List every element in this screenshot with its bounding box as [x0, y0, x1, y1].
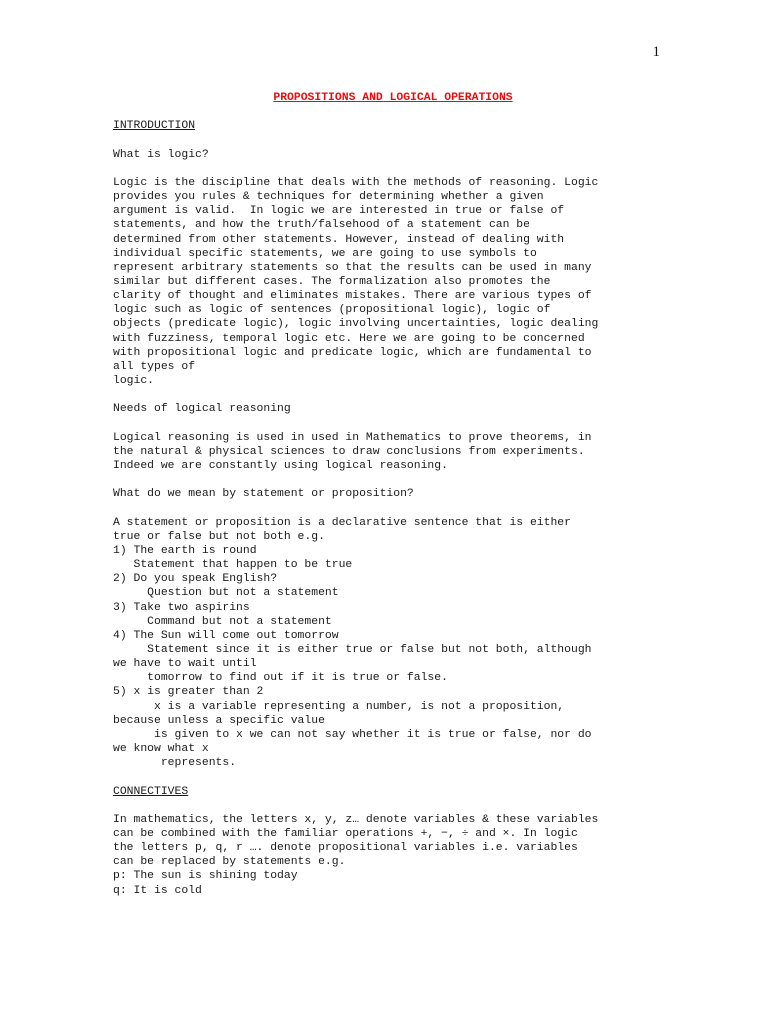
paragraph-line: determined from other statements. However, instead of dealing with [113, 233, 565, 246]
paragraph-line: q: It is cold [113, 884, 202, 897]
paragraph-line: In mathematics, the letters x, y, z… denote variables & these variables [113, 813, 599, 826]
list-item: 4) The Sun will come out tomorrow [113, 629, 339, 642]
paragraph-line: similar but different cases. The formalization also promotes the [113, 275, 551, 288]
paragraph-line: the natural & physical sciences to draw conclusions from experiments. [113, 445, 585, 458]
paragraph-line: can be combined with the familiar operations +, −, ÷ and ×. In logic [113, 827, 578, 840]
paragraph-line: with fuzziness, temporal logic etc. Here we are going to be concerned [113, 332, 585, 345]
list-item: we have to wait until [113, 658, 257, 671]
paragraph-line: objects (predicate logic), logic involving uncertainties, logic dealing [113, 318, 599, 331]
paragraph-line: can be replaced by statements e.g. [113, 856, 346, 869]
needs-heading: Needs of logical reasoning [113, 403, 291, 416]
paragraph-line: with propositional logic and predicate logic, which are fundamental to [113, 346, 592, 359]
paragraph-line: individual specific statements, we are going to use symbols to [113, 247, 537, 260]
paragraph-line: the letters p, q, r …. denote propositional variables i.e. variables [113, 842, 578, 855]
list-item: Question but not a statement [113, 587, 339, 600]
list-item: true or false but not both e.g. [113, 530, 325, 543]
logic-paragraph [113, 176, 673, 388]
what-is-logic-question: What is logic? [113, 148, 209, 161]
list-item: is given to x we can not say whether it is true or false, nor do [113, 728, 592, 741]
paragraph-line: Logical reasoning is used in used in Mathematics to prove theorems, in [113, 431, 592, 444]
list-item: 3) Take two aspirins [113, 601, 250, 614]
list-item: tomorrow to find out if it is true or false. [113, 672, 448, 685]
statement-list [113, 516, 673, 771]
paragraph-line: all types of [113, 360, 196, 373]
page-number: 1 [652, 44, 660, 60]
connectives-paragraph [113, 813, 673, 898]
list-item: Statement since it is either true or false but not both, although [113, 643, 592, 656]
paragraph-line: clarity of thought and eliminates mistakes. There are various types of [113, 290, 592, 303]
document-body [113, 91, 673, 898]
paragraph-line: p: The sun is shining today [113, 870, 298, 883]
list-item: A statement or proposition is a declarative sentence that is either [113, 516, 571, 529]
paragraph-line: represent arbitrary statements so that the results can be used in many [113, 261, 592, 274]
paragraph-line: provides you rules & techniques for determining whether a given [113, 191, 544, 204]
paragraph-line: Indeed we are constantly using logical reasoning. [113, 459, 448, 472]
list-item: 1) The earth is round [113, 544, 257, 557]
paragraph-line: logic such as logic of sentences (propositional logic), logic of [113, 304, 551, 317]
list-item: represents. [113, 757, 237, 770]
paragraph-line: argument is valid. In logic we are interested in true or false of [113, 205, 565, 218]
needs-paragraph [113, 431, 673, 473]
list-item: Statement that happen to be true [113, 559, 353, 572]
paragraph-line: Logic is the discipline that deals with the methods of reasoning. Logic [113, 176, 599, 189]
statement-question: What do we mean by statement or proposition? [113, 488, 414, 501]
paragraph-line: statements, and how the truth/falsehood of a statement can be [113, 219, 530, 232]
list-item: because unless a specific value [113, 714, 325, 727]
document-title: PROPOSITIONS AND LOGICAL OPERATIONS [273, 92, 513, 104]
paragraph-line: logic. [113, 375, 155, 388]
list-item: x is a variable representing a number, is not a proposition, [113, 700, 565, 713]
list-item: Command but not a statement [113, 615, 332, 628]
list-item: 5) x is greater than 2 [113, 686, 264, 699]
introduction-heading: INTRODUCTION [113, 120, 196, 133]
list-item: 2) Do you speak English? [113, 573, 278, 586]
connectives-heading: CONNECTIVES [113, 785, 189, 798]
list-item: we know what x [113, 743, 209, 756]
